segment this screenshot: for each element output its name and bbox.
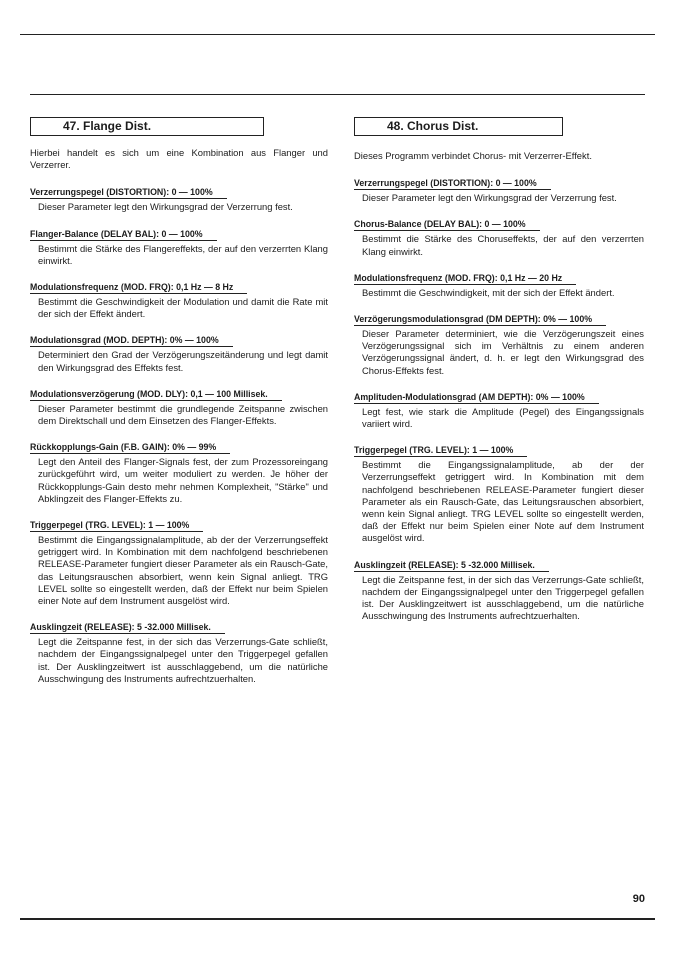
- param-heading: Rückkopplungs-Gain (F.B. GAIN): 0% — 99%: [30, 442, 230, 454]
- param-am-depth: [354, 387, 644, 430]
- param-description: Bestimmt die Geschwindigkeit, mit der sich der Effekt ändert.: [362, 286, 615, 298]
- param-description: Bestimmt die Geschwindigkeit der Modulation und damit die Rate mit der sich der Effekt ändert.: [38, 296, 328, 320]
- section-flange-dist: [30, 117, 328, 695]
- param-dm-depth: [354, 309, 644, 377]
- param-description: Legt fest, wie stark die Amplitude (Pegel) des Eingangssignals variiert wird.: [362, 405, 644, 430]
- param-heading: Amplituden-Modulationsgrad (AM DEPTH): 0% — 100%: [354, 392, 599, 404]
- section-intro: Dieses Programm verbindet Chorus- mit Verzerrer-Effekt.: [354, 150, 592, 161]
- section-intro: Hierbei handelt es sich um eine Kombination aus Flanger und Verzerrer.: [30, 147, 328, 171]
- param-description: Legt die Zeitspanne fest, in der sich das Verzerrungs-Gate schließt, nachdem der Eingangssignalpegel unter den Triggerpegel gefallen ist. Der Ausklingzeitwert ist ausschlaggebend, um die natürliche Ausschwingung des Instruments aufrechtzuerhalten.: [362, 573, 644, 622]
- top-rule: [20, 34, 655, 35]
- param-description: Dieser Parameter legt den Wirkungsgrad der Verzerrung fest.: [362, 192, 617, 204]
- section-title: 48. Chorus Dist.: [354, 117, 563, 136]
- header-rule: [30, 94, 645, 95]
- param-mod-frq: [354, 268, 644, 299]
- param-heading: Flanger-Balance (DELAY BAL): 0 — 100%: [30, 229, 217, 241]
- param-description: Legt die Zeitspanne fest, in der sich das Verzerrungs-Gate schließt, nachdem der Eingangssignalpegel unter den Triggerpegel gefallen ist. Der Ausklingzeitwert ist ausschlaggebend, um die natürliche Ausschwingung des Instruments aufrechtzuerhalten.: [38, 636, 328, 684]
- section-chorus-dist: [354, 117, 644, 632]
- param-trg-level: [30, 515, 328, 607]
- param-heading: Verzögerungsmodulationsgrad (DM DEPTH): 0% — 100%: [354, 314, 606, 326]
- param-heading: Chorus-Balance (DELAY BAL): 0 — 100%: [354, 219, 540, 231]
- param-heading: Ausklingzeit (RELEASE): 5 -32.000 Millisek.: [30, 622, 225, 634]
- param-description: Determiniert den Grad der Verzögerungszeitänderung und legt damit den Wirkungsgrad des Effekts fest.: [38, 349, 328, 373]
- param-heading: Verzerrungspegel (DISTORTION): 0 — 100%: [354, 178, 551, 190]
- param-distortion: [354, 173, 644, 204]
- param-description: Bestimmt die Stärke des Choruseffekts, der auf den verzerrten Klang einwirkt.: [362, 233, 644, 257]
- param-heading: Verzerrungspegel (DISTORTION): 0 — 100%: [30, 187, 227, 199]
- param-delay-bal: [30, 224, 328, 267]
- param-release: [30, 617, 328, 685]
- param-heading: Triggerpegel (TRG. LEVEL): 1 — 100%: [30, 520, 203, 532]
- param-mod-depth: [30, 330, 328, 373]
- section-title: 47. Flange Dist.: [30, 117, 264, 136]
- param-delay-bal: [354, 214, 644, 257]
- param-description: Dieser Parameter legt den Wirkungsgrad der Verzerrung fest.: [38, 201, 293, 213]
- param-heading: Triggerpegel (TRG. LEVEL): 1 — 100%: [354, 445, 527, 457]
- param-heading: Modulationsgrad (MOD. DEPTH): 0% — 100%: [30, 335, 233, 347]
- param-fb-gain: [30, 437, 328, 505]
- param-release: [354, 555, 644, 623]
- param-description: Dieser Parameter bestimmt die grundlegende Zeitspanne zwischen dem Direktschall und dem Einsetzen des Flanger-Effekts.: [38, 402, 328, 427]
- param-heading: Ausklingzeit (RELEASE): 5 -32.000 Millisek.: [354, 560, 549, 572]
- param-description: Bestimmt die Stärke des Flangereffekts, der auf den verzerrten Klang einwirkt.: [38, 242, 328, 266]
- param-description: Bestimmt die Eingangssignalamplitude, ab der der Verzerrungseffekt getriggert wird. In Kombination mit dem nachfolgend beschriebenen RELEASE-Parameter fungiert dieser Parameter als ein Rausch-Gate, das Leitungsrauschen absorbiert, wenn kein Signal anliegt. TRG LEVEL sollte so eingestellt werden, daß der Effekt nur beim Spielen einer Note auf dem Instrument ausgelöst wird.: [362, 459, 644, 544]
- bottom-rule: [20, 918, 655, 920]
- param-heading: Modulationsfrequenz (MOD. FRQ): 0,1 Hz — 8 Hz: [30, 282, 247, 294]
- param-mod-frq: [30, 277, 328, 320]
- param-distortion: [30, 182, 328, 213]
- param-description: Legt den Anteil des Flanger-Signals fest, der zum Prozessoreingang zurückgeführt wird, um weiter moduliert zu werden. Je höher der Rückkopplungs-Gain desto mehr nehmen Komplexheit, "Stärke" und Abklingzeit des Flanger-Effekts zu.: [38, 456, 328, 504]
- param-description: Bestimmt die Eingangssignalamplitude, ab der der Verzerrungseffekt getriggert wird. In Kombination mit dem nachfolgend beschriebenen RELEASE-Parameter fungiert dieser Parameter als ein Rausch-Gate, das Leitungsrauschen absorbiert, wenn kein Signal anliegt. TRG LEVEL sollte so eingestellt werden, daß der Effekt nur beim Spielen einer Note auf dem Instrument ausgelöst wird.: [38, 534, 328, 607]
- page-number: 90: [632, 893, 645, 905]
- param-description: Dieser Parameter determiniert, wie die Verzögerungszeit eines Verzögerungssignal sich im Verhältnis zu einem anderen Verzögerungssignal ändert, d. h. er legt den Wirkungsgrad des Chorus-Effekts fest.: [362, 328, 644, 376]
- param-heading: Modulationsfrequenz (MOD. FRQ): 0,1 Hz — 20 Hz: [354, 273, 576, 285]
- param-heading: Modulationsverzögerung (MOD. DLY): 0,1 — 100 Millisek.: [30, 389, 282, 401]
- param-trg-level: [354, 440, 644, 544]
- param-mod-dly: [30, 384, 328, 427]
